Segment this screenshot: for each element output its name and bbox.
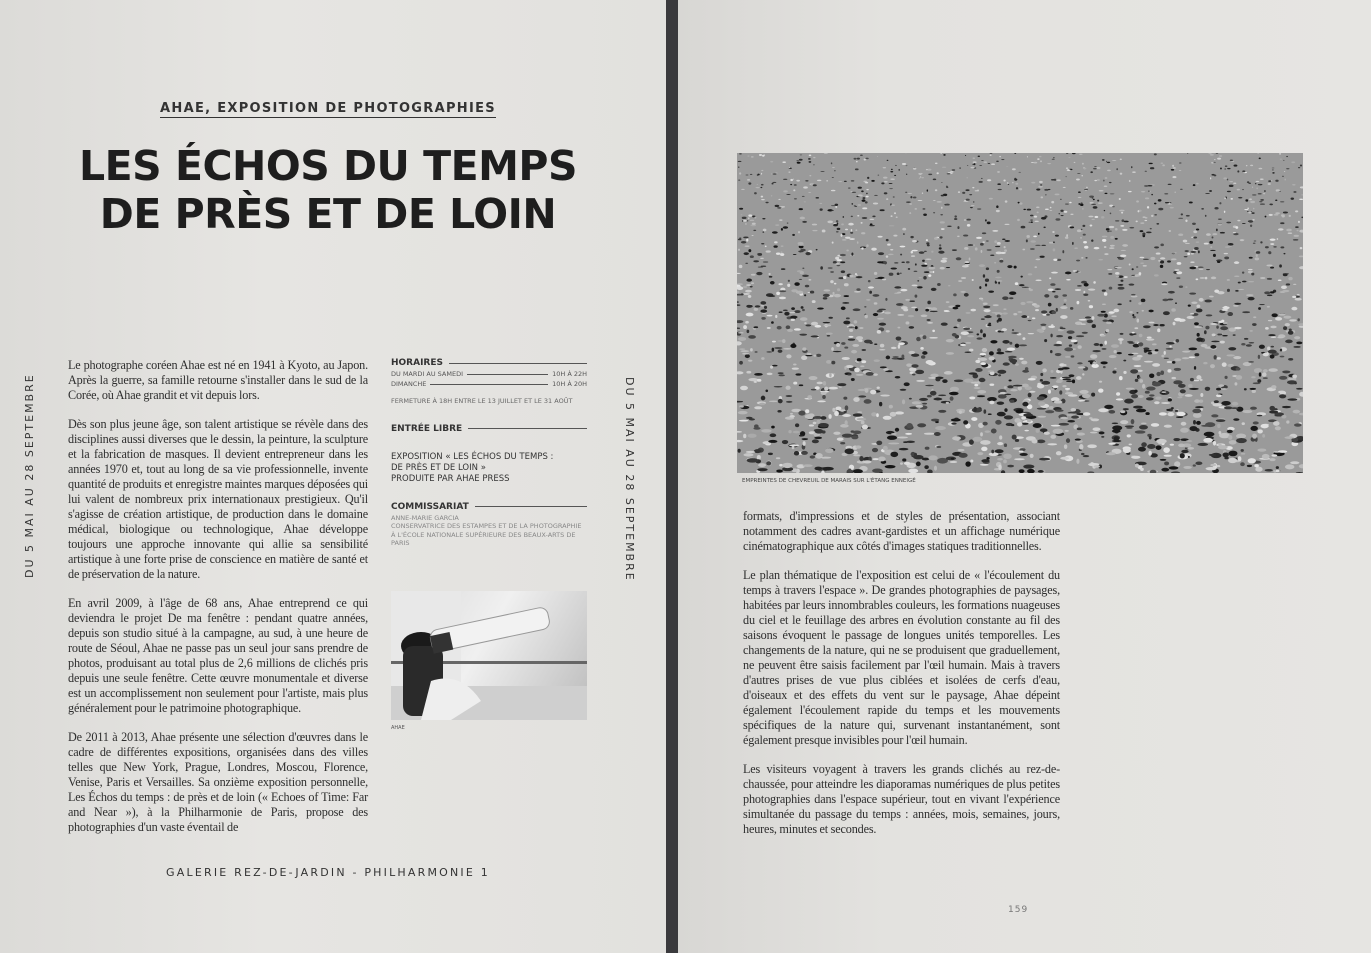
- horaires-heading: HORAIRES: [391, 358, 587, 368]
- title-line-2: DE PRÈS ET DE LOIN: [99, 190, 557, 238]
- exhibition-credit: EXPOSITION « LES ÉCHOS DU TEMPS : DE PRÈS ET DE LOIN » PRODUITE PAR AHAE PRESS: [391, 451, 554, 484]
- page-footer: GALERIE REZ-DE-JARDIN - PHILHARMONIE 1: [166, 866, 490, 879]
- info-sidebar: [391, 358, 587, 548]
- paragraph: En avril 2009, à l'âge de 68 ans, Ahae entreprend ce qui deviendra le projet De ma fenêtre : pendant quatre années, depuis son studio situé à la campagne, au sud, à une heure de route de Séoul, Ahae ne passe pas un seul jour sans prendre de photos, produisant au total plus de 2,6 millions de clichés pris depuis une seule fenêtre. Cette œuvre monumentale et diverse est un accomplissement non seulement pour l'artiste, mais plus généralement pour le patrimoine photographique.: [68, 596, 368, 715]
- left-body-text: [68, 358, 368, 835]
- title-line-1: LES ÉCHOS DU TEMPS: [79, 142, 577, 190]
- curator-role: CONSERVATRICE DES ESTAMPES ET DE LA PHOTOGRAPHIE À L'ÉCOLE NATIONALE SUPÉRIEURE DES BEAUX-ARTS DE PARIS: [391, 522, 582, 547]
- divider: [468, 428, 587, 429]
- vertical-dates-left: DU 5 MAI AU 28 SEPTEMBRE: [23, 373, 36, 578]
- paragraph: Les visiteurs voyagent à travers les grands clichés au rez-de-chaussée, pour atteindre les diaporamas numériques de plus petites photographies dans l'espace supérieur, tout en vivant l'expérience simultanée du passage du temps : années, mois, semaines, jours, heures, minutes et secondes.: [743, 762, 1060, 836]
- page-number: 159: [1008, 905, 1029, 915]
- divider: [475, 506, 587, 507]
- kicker: AHAE, EXPOSITION DE PHOTOGRAPHIES: [160, 101, 496, 116]
- vertical-dates-right: DU 5 MAI AU 28 SEPTEMBRE: [623, 377, 636, 582]
- artist-photo: [391, 591, 587, 720]
- snow-pond-photo: [737, 153, 1303, 473]
- closing-note: FERMETURE À 18H ENTRE LE 13 JUILLET ET LE 31 AOÛT: [391, 397, 573, 405]
- photo-caption: EMPREINTES DE CHEVREUIL DE MARAIS SUR L'ÉTANG ENNEIGÉ: [742, 478, 916, 484]
- left-page: [0, 0, 666, 953]
- page-title: [0, 142, 656, 238]
- commissariat-heading: COMMISSARIAT: [391, 502, 587, 512]
- entree-heading: ENTRÉE LIBRE: [391, 424, 587, 434]
- right-body-text: [743, 509, 1060, 837]
- divider: [449, 363, 587, 364]
- hours-row: DIMANCHE 10H À 20H: [391, 380, 587, 388]
- paragraph: Dès son plus jeune âge, son talent artistique se révèle dans des disciplines aussi diverses que le dessin, la peinture, la sculpture et la fabrication de masques. Il devient entrepreneur dans les années 1970 et, tout au long de sa vie professionnelle, invente quantité de produits et enregistre maintes marques déposées qui lui valent de nombreux prix internationaux prestigieux. Qu'il s'agisse de création artistique, de production dans le domaine médical, biologique ou technologique, Ahae développe toujours une approche innovante qui allie sa sensibilité artistique à une forte prise de conscience en matière de santé et de préservation de la nature.: [68, 417, 368, 581]
- paragraph: De 2011 à 2013, Ahae présente une sélection d'œuvres dans le cadre de différentes expositions, organisées dans des villes telles que New York, Prague, Londres, Moscou, Florence, Venise, Paris et Versailles. Sa onzième exposition personnelle, Les Échos du temps : de près et de loin (« Echoes of Time: Far and Near »), à la Philharmonie de Paris, propose des photographies d'un vaste éventail de: [68, 730, 368, 834]
- divider: [430, 384, 548, 385]
- hours-row: DU MARDI AU SAMEDI 10H À 22H: [391, 370, 587, 378]
- paragraph: Le photographe coréen Ahae est né en 1941 à Kyoto, au Japon. Après la guerre, sa famille retourne s'installer dans le sud de la Corée, où Ahae grandit et vit depuis lors.: [68, 358, 368, 402]
- artist-photo-caption: AHAE: [391, 725, 405, 731]
- deer-tracks-on-snowy-pond-image: [737, 153, 1303, 473]
- divider: [467, 374, 548, 375]
- photographer-with-camera-image: [391, 591, 587, 720]
- paragraph: Le plan thématique de l'exposition est celui de « l'écoulement du temps à travers l'espace ». De grandes photographies de paysages, habitées par leurs innombrables couleurs, les formations nuageuses du ciel et le feuillage des arbres en évolution constante au fil des saisons évoquent le passage de longues unités temporelles. Les changements de la nature, qui ne se produisent que graduellement, ne peuvent être saisis facilement par l'œil humain. Mais à travers d'autres prises de vue plus ciblées et isolées de cerfs d'eau, d'oiseaux et des effets du vent sur le paysage, Ahae dépeint également l'écoulement rapide du temps et les mouvements spécifiques de la nature qui, survenant instantanément, sont également presque invisibles pour l'œil humain.: [743, 568, 1060, 747]
- paragraph: formats, d'impressions et de styles de présentation, associant notamment des cadres avant-gardistes et un affichage numérique cinématographique aux côtés d'images statiques traditionnelles.: [743, 509, 1060, 553]
- curator: ANNE-MARIE GARCIA: [391, 513, 459, 522]
- page-gutter: [666, 0, 678, 953]
